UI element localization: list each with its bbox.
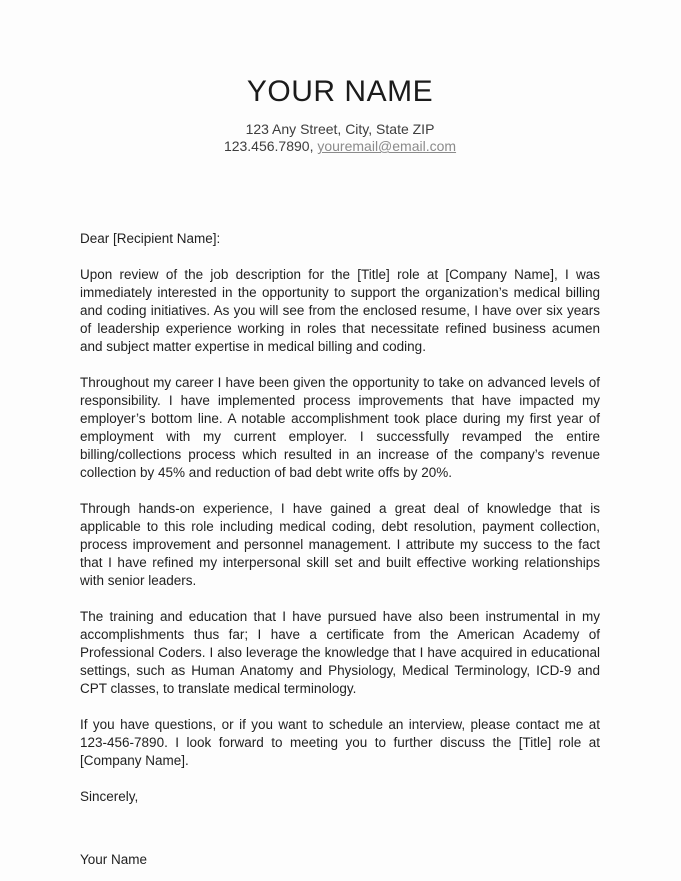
paragraph-3: Through hands-on experience, I have gained a great deal of knowledge that is applicable to this role including medical coding, debt resolution, payment collection, process improvement and personnel management. I attribute my success to the fact that I have refined my interpersonal skill set and built effective working relationships with senior leaders. [80,501,600,588]
page-title: YOUR NAME [246,75,434,108]
salutation: Dear [Recipient Name]: [80,231,221,246]
letter-header [80,74,600,155]
address-line: 123 Any Street, City, State ZIP [245,121,435,137]
paragraph-1: Upon review of the job description for the [Title] role at [Company Name], I was immediately interested in the opportunity to support the organization’s medical billing and coding initiatives. As you will see from the enclosed resume, I have over six years of leadership experience working in roles that necessitate refined business acumen and subject matter expertise in medical billing and coding. [80,267,600,354]
letter-body [80,230,600,869]
phone-email-line [80,138,600,155]
email-link[interactable]: youremail@email.com [317,138,457,154]
closing: Sincerely, [80,789,139,804]
paragraph-5: If you have questions, or if you want to schedule an interview, please contact me at 123-456-7890. I look forward to meeting you to further discuss the [Title] role at [Company Name]. [80,717,600,768]
paragraph-2: Throughout my career I have been given the opportunity to take on advanced levels of responsibility. I have implemented process improvements that have impacted my employer’s bottom line. A notable accomplishment took place during my first year of employment with my current employer. I successfully revamped the entire billing/collections process which resulted in an increase of the company’s revenue collection by 45% and reduction of bad debt write offs by 20%. [80,375,600,480]
phone-number: 123.456.7890, [223,138,318,154]
signature: Your Name [80,852,148,867]
paragraph-4: The training and education that I have pursued have also been instrumental in my accomplishments thus far; I have a certificate from the American Academy of Professional Coders. I also leverage the knowledge that I have acquired in educational settings, such as Human Anatomy and Physiology, Medical Terminology, ICD-9 and CPT classes, to translate medical terminology. [80,609,600,696]
